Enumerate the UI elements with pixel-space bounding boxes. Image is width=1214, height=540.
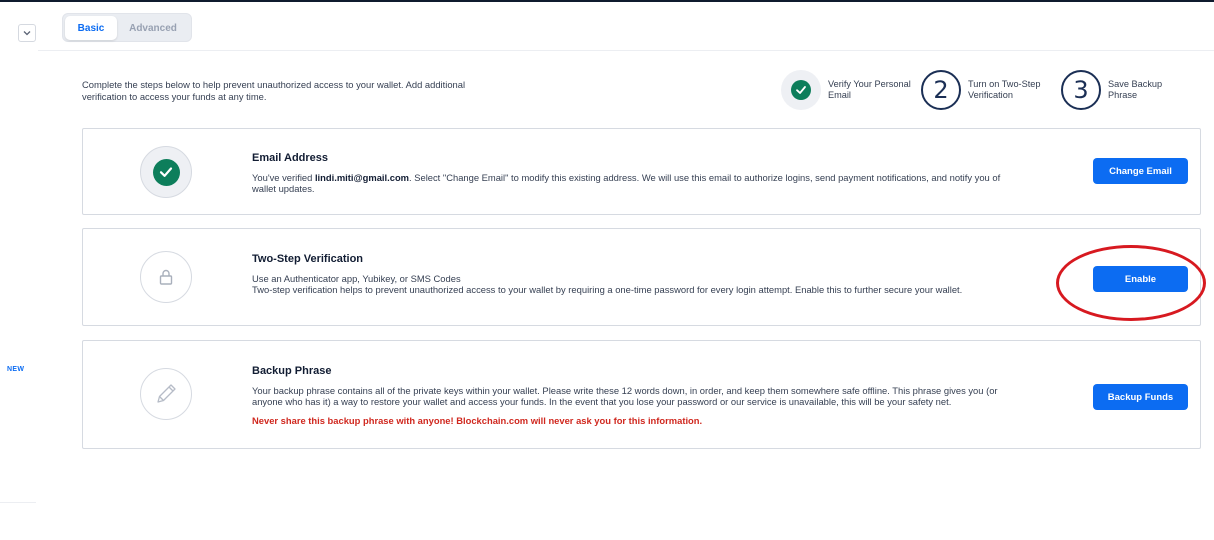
step-two-step (921, 70, 1054, 110)
backup-card-body (252, 365, 1012, 426)
step-label: Save Backup Phrase (1108, 79, 1163, 100)
backup-warning: Never share this backup phrase with anyone! Blockchain.com will never ask you for this information. (252, 415, 703, 427)
email-text-suffix: . Select "Change Email" to modify this existing address. We will use this email to authorize logins, send payment notifications, and notify you of wallet updates. (252, 172, 1001, 195)
security-tabs (62, 13, 192, 42)
collapse-sidebar-button[interactable] (18, 24, 36, 42)
email-card-text (252, 172, 1012, 194)
user-email: lindi.miti@gmail.com (314, 172, 410, 183)
step-complete-icon (781, 70, 821, 110)
checkmark-icon (795, 84, 807, 96)
two-step-card-text: Two-step verification helps to prevent unauthorized access to your wallet by requiring a one-time password for every login attempt. Enable this to further secure your wallet. (252, 284, 963, 296)
two-step-card-title: Two-Step Verification (252, 253, 364, 265)
left-rail (0, 2, 38, 540)
backup-card-title: Backup Phrase (252, 365, 332, 377)
backup-card (82, 340, 1201, 449)
step-label: Turn on Two-Step Verification (968, 79, 1041, 100)
step-label: Verify Your Personal Email (828, 79, 911, 100)
email-verified-icon (140, 146, 192, 198)
email-text-prefix: You've verified (252, 172, 315, 183)
step-number: 3 (1061, 70, 1101, 110)
tab-basic[interactable]: Basic (65, 16, 117, 40)
checkmark-icon (158, 164, 174, 180)
email-card (82, 128, 1201, 215)
top-border (0, 0, 1214, 2)
email-card-body (252, 152, 1012, 194)
chevron-down-icon (22, 28, 32, 38)
lock-icon (157, 268, 175, 286)
tab-advanced[interactable]: Advanced (129, 22, 177, 34)
backup-card-text: Your backup phrase contains all of the private keys within your wallet. Please write these 12 words down, in order, and keep them somewhere safe offline. This phrase gives you (or anyone who has it) a way to restore your wallet and access your funds. In the event that you lose your password or our service is unavailable, this will be your safety net. (252, 385, 998, 408)
intro-text: Complete the steps below to help prevent unauthorized access to your wallet. Add additional verification to access your funds at any time. (82, 79, 466, 102)
rail-divider (0, 502, 36, 503)
change-email-button[interactable]: Change Email (1093, 158, 1188, 184)
enable-2fa-button[interactable]: Enable (1093, 266, 1188, 292)
step-verify-email (781, 70, 914, 110)
two-step-card-body (252, 253, 1012, 295)
step-number: 2 (921, 70, 961, 110)
pencil-icon (152, 380, 180, 408)
header-divider (38, 50, 1214, 51)
backup-funds-button[interactable]: Backup Funds (1093, 384, 1188, 410)
two-step-subtitle: Use an Authenticator app, Yubikey, or SMS Codes (252, 273, 461, 284)
two-step-card (82, 228, 1201, 326)
email-card-title: Email Address (252, 152, 329, 164)
new-badge: NEW (7, 366, 25, 373)
step-backup (1061, 70, 1178, 110)
pencil-icon-container (140, 368, 192, 420)
lock-icon-container (140, 251, 192, 303)
